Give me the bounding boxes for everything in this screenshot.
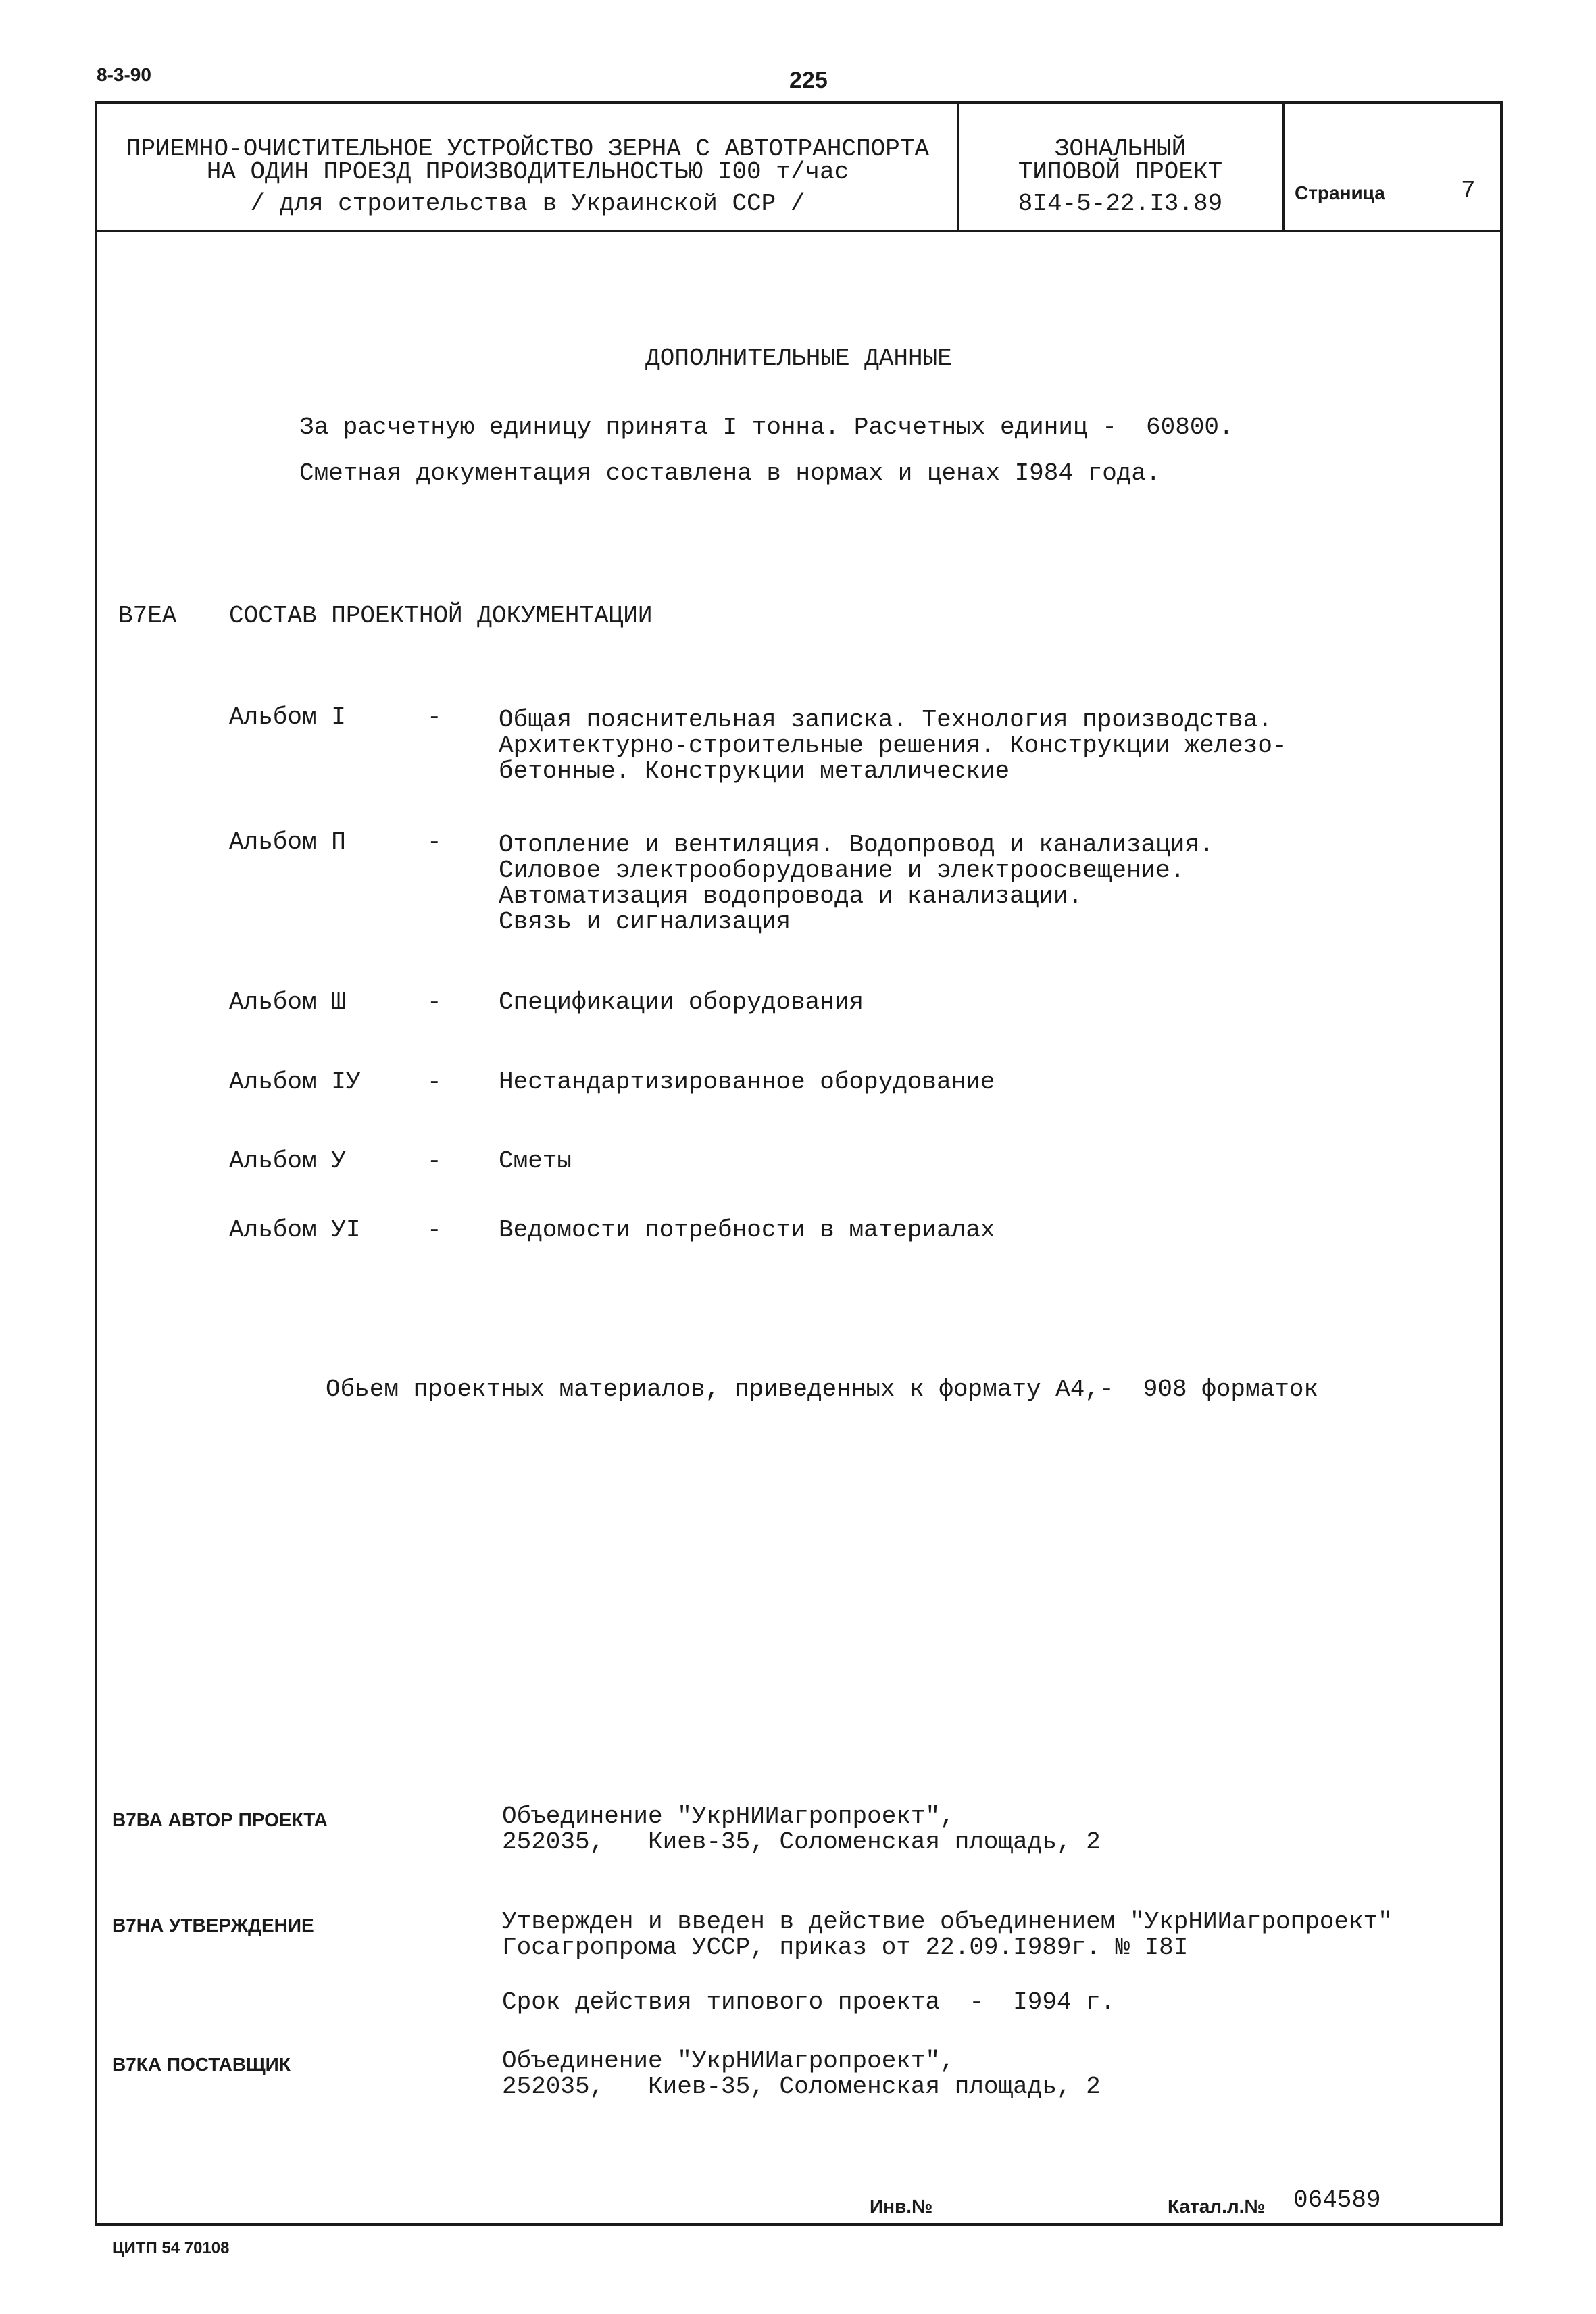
album-description-line: бетонные. Конструкции металлические [499,757,1010,785]
supplier-label: В7КА ПОСТАВЩИК [112,2054,291,2075]
author-line: 252035, Киев-35, Соломенская площадь, 2 [502,1828,1101,1856]
page-label: Страница [1295,182,1385,203]
album-label: Альбом УI [229,1216,361,1244]
supplier-details [502,2048,1101,2100]
approval-details [502,1909,1393,1961]
supplier-line: Объединение "УкрНИИагропроект", [502,2047,955,2075]
print-code: ЦИТП 54 70108 [112,2239,230,2257]
album-label: Альбом IУ [229,1068,361,1096]
album-description-line: Ведомости потребности в материалах [499,1216,995,1244]
header-column-divider [1282,101,1285,231]
author-details [502,1804,1101,1855]
album-description [499,707,1287,784]
approval-line: Госагропрома УССР, приказ от 22.09.I989г. № I8I [502,1934,1189,1961]
sheet-number: 225 [789,68,828,93]
album-description [499,832,1214,935]
album-dash: - [427,828,442,856]
validity-text: Срок действия типового проекта - I994 г. [502,1988,1116,2016]
documentation-volume-text: Обьем проектных материалов, приведенных к формату А4,- 908 форматок [326,1376,1319,1403]
project-title-line: ПРИЕМНО-ОЧИСТИТЕЛЬНОЕ УСТРОЙСТВО ЗЕРНА С АВТОТРАНСПОРТА [126,135,930,163]
album-description-line: Архитектурно-строительные решения. Конструкции железо- [499,732,1287,759]
author-line: Объединение "УкрНИИагропроект", [502,1803,955,1830]
approval-label: В7НА УТВЕРЖДЕНИЕ [112,1915,314,1936]
calculation-unit-text: За расчетную единицу принята I тонна. Расчетных единиц - 60800. [299,413,1234,441]
composition-code: В7ЕА [118,602,177,630]
catalog-sheet-number: 064589 [1293,2186,1381,2214]
album-label: Альбом У [229,1147,346,1175]
album-description-line: Нестандартизированное оборудование [499,1068,995,1096]
album-label: Альбом I [229,703,346,731]
project-title-line: НА ОДИН ПРОЕЗД ПРОИЗВОДИТЕЛЬНОСТЬЮ I00 т/час [206,158,849,186]
inventory-number-label: Инв.№ [870,2196,933,2217]
album-label: Альбом П [229,828,346,856]
project-type-line: ТИПОВОЙ ПРОЕКТ [1018,158,1223,186]
album-description-line: Связь и сигнализация [499,908,791,936]
album-dash: - [427,988,442,1016]
project-type [959,135,1281,219]
project-type-line: ЗОНАЛЬНЫЙ [1054,135,1187,163]
additional-data-heading: ДОПОЛНИТЕЛЬНЫЕ ДАННЫЕ [645,345,952,372]
composition-heading: СОСТАВ ПРОЕКТНОЙ ДОКУМЕНТАЦИИ [229,602,653,630]
album-label: Альбом Ш [229,988,346,1016]
supplier-line: 252035, Киев-35, Соломенская площадь, 2 [502,2073,1101,2101]
project-title [101,135,954,219]
album-dash: - [427,1068,442,1096]
album-description-line: Сметы [499,1147,572,1175]
catalog-sheet-label: Катал.л.№ [1168,2196,1266,2217]
album-description-line: Отопление и вентиляция. Водопровод и канализация. [499,831,1214,859]
project-code: 8I4-5-22.I3.89 [1018,190,1223,218]
header-divider [95,230,1503,232]
album-dash: - [427,1147,442,1175]
pricing-norms-text: Сметная документация составлена в нормах и ценах I984 года. [299,459,1161,487]
album-description-line: Общая пояснительная записка. Технология производства. [499,706,1272,734]
approval-line: Утвержден и введен в действие объединением "УкрНИИагропроект" [502,1908,1393,1936]
album-description-line: Силовое электрооборудование и электроосвещение. [499,857,1185,884]
page-number: 7 [1461,177,1476,205]
album-description-line: Автоматизация водопровода и канализации. [499,882,1083,910]
author-label: В7ВА АВТОР ПРОЕКТА [112,1809,328,1830]
project-subtitle: / для строительства в Украинской ССР / [250,190,805,218]
album-dash: - [427,1216,442,1244]
album-description-line: Спецификации оборудования [499,988,864,1016]
album-dash: - [427,703,442,731]
document-code: 8-3-90 [97,64,151,85]
